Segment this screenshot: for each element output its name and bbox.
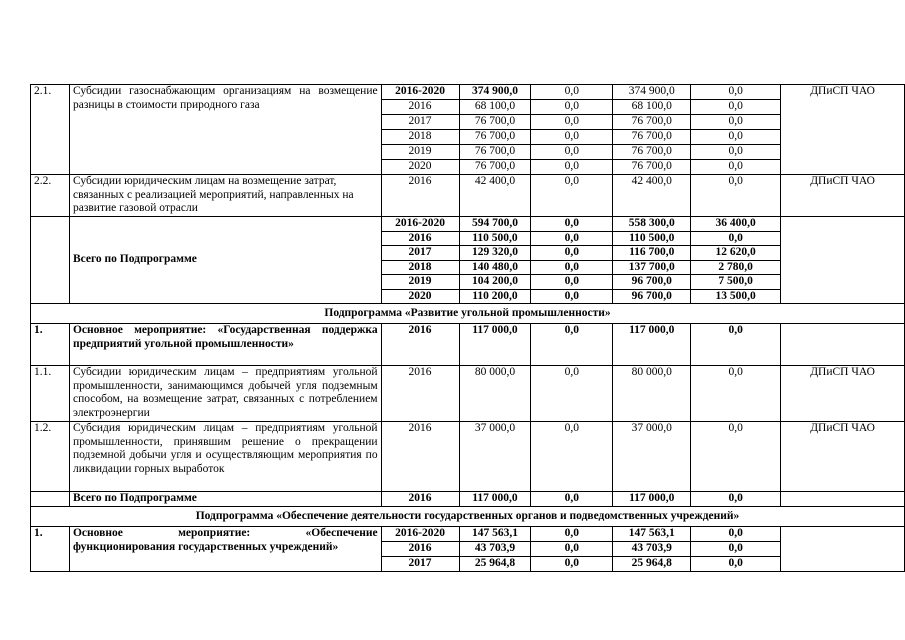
okr-cell: 137 700,0 (613, 260, 691, 275)
table-row (31, 527, 905, 542)
fed-cell: 0,0 (531, 231, 613, 246)
subprogram-title: Подпрограмма «Развитие угольной промышленности» (31, 304, 905, 324)
table-row (31, 507, 905, 527)
year-cell: 2020 (381, 160, 459, 175)
fed-cell: 0,0 (531, 85, 613, 100)
row-number (31, 217, 70, 304)
fed-cell: 0,0 (531, 527, 613, 542)
year-cell: 2017 (381, 246, 459, 261)
table-row (31, 422, 905, 492)
subprogram-total-label: Всего по Подпрограмме (69, 217, 381, 304)
mun-cell: 12 620,0 (691, 246, 781, 261)
okr-cell: 110 500,0 (613, 231, 691, 246)
total-cell: 42 400,0 (459, 175, 531, 217)
mun-cell: 13 500,0 (691, 289, 781, 304)
table-row (31, 324, 905, 366)
mun-cell: 0,0 (691, 557, 781, 572)
year-cell: 2018 (381, 260, 459, 275)
total-cell: 37 000,0 (459, 422, 531, 492)
total-cell: 594 700,0 (459, 217, 531, 232)
mun-cell: 0,0 (691, 130, 781, 145)
fed-cell: 0,0 (531, 557, 613, 572)
okr-cell: 374 900,0 (613, 85, 691, 100)
executor-cell (781, 492, 905, 507)
year-cell: 2016 (381, 231, 459, 246)
mun-cell: 0,0 (691, 542, 781, 557)
fed-cell: 0,0 (531, 115, 613, 130)
mun-cell: 0,0 (691, 175, 781, 217)
fed-cell: 0,0 (531, 246, 613, 261)
total-cell: 43 703,9 (459, 542, 531, 557)
total-cell: 76 700,0 (459, 115, 531, 130)
fed-cell: 0,0 (531, 175, 613, 217)
fed-cell: 0,0 (531, 542, 613, 557)
executor-cell (781, 217, 905, 304)
fed-cell: 0,0 (531, 275, 613, 290)
year-cell: 2016-2020 (381, 85, 459, 100)
total-cell: 110 200,0 (459, 289, 531, 304)
executor-cell: ДПиСП ЧАО (781, 85, 905, 175)
okr-cell: 37 000,0 (613, 422, 691, 492)
total-cell: 110 500,0 (459, 231, 531, 246)
year-cell: 2016 (381, 100, 459, 115)
row-number: 1. (31, 527, 70, 572)
total-cell: 147 563,1 (459, 527, 531, 542)
mun-cell: 36 400,0 (691, 217, 781, 232)
executor-cell: ДПиСП ЧАО (781, 422, 905, 492)
total-cell: 76 700,0 (459, 145, 531, 160)
table-row (31, 217, 905, 232)
okr-cell: 116 700,0 (613, 246, 691, 261)
okr-cell: 147 563,1 (613, 527, 691, 542)
year-cell: 2016 (381, 542, 459, 557)
fed-cell: 0,0 (531, 324, 613, 366)
mun-cell: 0,0 (691, 160, 781, 175)
okr-cell: 558 300,0 (613, 217, 691, 232)
total-cell: 374 900,0 (459, 85, 531, 100)
okr-cell: 96 700,0 (613, 275, 691, 290)
mun-cell: 0,0 (691, 527, 781, 542)
mun-cell: 0,0 (691, 422, 781, 492)
total-cell: 76 700,0 (459, 160, 531, 175)
measure-name: Субсидии юридическим лицам – предприятиям угольной промышленности, занимающимся добычей угля подземным способом, на возмещение затрат, связанных с потреблением электроэнергии (69, 366, 381, 422)
total-cell: 140 480,0 (459, 260, 531, 275)
table-row (31, 304, 905, 324)
total-cell: 76 700,0 (459, 130, 531, 145)
okr-cell: 76 700,0 (613, 130, 691, 145)
year-cell: 2017 (381, 557, 459, 572)
mun-cell: 2 780,0 (691, 260, 781, 275)
mun-cell: 0,0 (691, 85, 781, 100)
okr-cell: 76 700,0 (613, 145, 691, 160)
fed-cell: 0,0 (531, 130, 613, 145)
row-number (31, 492, 70, 507)
mun-cell: 0,0 (691, 145, 781, 160)
measure-name: Основное мероприятие: «Государственная поддержка предприятий угольной промышленности» (69, 324, 381, 366)
okr-cell: 76 700,0 (613, 160, 691, 175)
year-cell: 2016-2020 (381, 217, 459, 232)
total-cell: 25 964,8 (459, 557, 531, 572)
total-cell: 129 320,0 (459, 246, 531, 261)
mun-cell: 0,0 (691, 231, 781, 246)
mun-cell: 0,0 (691, 115, 781, 130)
okr-cell: 25 964,8 (613, 557, 691, 572)
table-row (31, 175, 905, 217)
measure-name: Субсидии юридическим лицам на возмещение затрат, связанных с реализацией мероприятий, направленных на развитие газовой отрасли (69, 175, 381, 217)
mun-cell: 0,0 (691, 492, 781, 507)
table-row (31, 366, 905, 422)
year-cell: 2016 (381, 366, 459, 422)
fed-cell: 0,0 (531, 217, 613, 232)
okr-cell: 43 703,9 (613, 542, 691, 557)
fed-cell: 0,0 (531, 422, 613, 492)
fed-cell: 0,0 (531, 289, 613, 304)
subprogram-title: Подпрограмма «Обеспечение деятельности государственных органов и подведомственных учреждений» (31, 507, 905, 527)
executor-cell (781, 324, 905, 366)
year-cell: 2020 (381, 289, 459, 304)
fed-cell: 0,0 (531, 145, 613, 160)
mun-cell: 0,0 (691, 366, 781, 422)
total-cell: 117 000,0 (459, 492, 531, 507)
executor-cell: ДПиСП ЧАО (781, 366, 905, 422)
row-number: 1.1. (31, 366, 70, 422)
year-cell: 2016 (381, 492, 459, 507)
year-cell: 2016-2020 (381, 527, 459, 542)
measure-name: Основное мероприятие: «Обеспечение функционирования государственных учреждений» (69, 527, 381, 572)
budget-table (30, 84, 905, 572)
fed-cell: 0,0 (531, 366, 613, 422)
year-cell: 2016 (381, 324, 459, 366)
okr-cell: 117 000,0 (613, 324, 691, 366)
okr-cell: 68 100,0 (613, 100, 691, 115)
mun-cell: 0,0 (691, 324, 781, 366)
year-cell: 2018 (381, 130, 459, 145)
year-cell: 2017 (381, 115, 459, 130)
row-number: 1. (31, 324, 70, 366)
row-number: 2.2. (31, 175, 70, 217)
fed-cell: 0,0 (531, 260, 613, 275)
mun-cell: 7 500,0 (691, 275, 781, 290)
mun-cell: 0,0 (691, 100, 781, 115)
year-cell: 2016 (381, 175, 459, 217)
measure-name: Субсидия юридическим лицам – предприятиям угольной промышленности, принявшим решение о прекращении подземной добычи угля и осуществляющим мероприятия по ликвидации горных выработок (69, 422, 381, 492)
total-cell: 68 100,0 (459, 100, 531, 115)
table-row (31, 85, 905, 100)
fed-cell: 0,0 (531, 160, 613, 175)
executor-cell (781, 527, 905, 572)
year-cell: 2019 (381, 145, 459, 160)
total-cell: 80 000,0 (459, 366, 531, 422)
total-cell: 104 200,0 (459, 275, 531, 290)
measure-name: Субсидии газоснабжающим организациям на возмещение разницы в стоимости природного газа (69, 85, 381, 175)
okr-cell: 80 000,0 (613, 366, 691, 422)
year-cell: 2016 (381, 422, 459, 492)
okr-cell: 96 700,0 (613, 289, 691, 304)
row-number: 1.2. (31, 422, 70, 492)
subprogram-total-label: Всего по Подпрограмме (69, 492, 381, 507)
fed-cell: 0,0 (531, 100, 613, 115)
table-row (31, 492, 905, 507)
total-cell: 117 000,0 (459, 324, 531, 366)
okr-cell: 76 700,0 (613, 115, 691, 130)
okr-cell: 117 000,0 (613, 492, 691, 507)
year-cell: 2019 (381, 275, 459, 290)
okr-cell: 42 400,0 (613, 175, 691, 217)
executor-cell: ДПиСП ЧАО (781, 175, 905, 217)
row-number: 2.1. (31, 85, 70, 175)
fed-cell: 0,0 (531, 492, 613, 507)
